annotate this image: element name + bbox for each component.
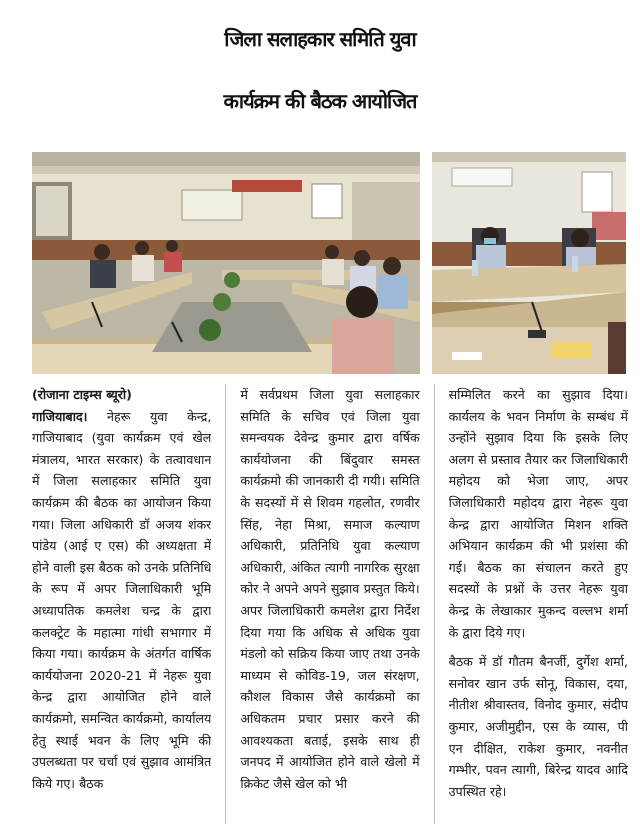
article-paragraph: बैठक में डॉ गौतम बैनर्जी, दुर्गेश शर्मा, सनोवर खान उर्फ सोनू, विकास, दया, नीतीश श्रीवास्तव, विनोद कुमार, संदीप कुमार, अजीमुद्दीन, एस के व्यास, पी एन दीक्षित, राकेश कुमार, नवनीत गम्भीर, पवन त्यागी, बिरेन्द्र यादव आदि उपस्थित रहे। [448, 654, 628, 799]
officials-illustration [432, 152, 626, 374]
meeting-room-photo [32, 152, 420, 374]
byline: (रोजाना टाइम्स ब्यूरो) [32, 387, 132, 402]
article-column-3 [449, 384, 628, 824]
column-divider [225, 384, 226, 824]
article-text: नेहरू युवा केन्द्र, गाजियाबाद (युवा कार्यक्रम एवं खेल मंत्रालय, भारत सरकार) के तत्वावधान में जिला सलाहकार समिति युवा कार्यक्रम की बैठक का आयोजन किया गया। जिला अधिकारी डॉ अजय शंकर पांडेय (आई ए एस) की अध्यक्षता में होने वाली इस बैठक को उनके प्रतिनिधि के रूप में अपर जिलाधिकारी भूमि अध्यापतिक कमलेश चन्द्र के द्वारा कलक्ट्रेट के महात्मा गांधी सभागार में किया गया। कार्यक्रम के अंतर्गत वार्षिक कार्ययोजना 2020-21 में नेहरू युवा केन्द्र द्वारा आयोजित होने वाले कार्यक्रमो, समन्वित कार्यक्रमो, कार्यालय हेतु स्थाई भवन के लिए भूमि की उपलब्धता पर चर्चा एवं सुझाव आमंत्रित किये गए। बैठक [32, 408, 212, 791]
headline-line-2: कार्यक्रम की बैठक आयोजित [223, 89, 417, 113]
article-column-2 [240, 384, 419, 824]
article-paragraph: सम्मिलित करने का सुझाव दिया। कार्यलय के भवन निर्माण के सम्बंध में उन्होंने सुझाव दिया कि इसके लिए अलग से प्रस्ताव तैयार कर जिलाधिकारी महोदय को भेजा जाए, अपर जिलाधिकारी महोदय द्वारा नेहरू युवा केन्द्र द्वारा आयोजित मिशन शक्ति अभियान कार्यक्रम की भी प्रशंसा की गई। बैठक का संचालन करते हुए सदस्यों के प्रश्नों के उत्तर नेहरू युवा केन्द्र के लेखाकार मुकन्द वल्लभ शर्मा के द्वारा दिये गए। [448, 387, 628, 640]
column-divider [434, 384, 435, 824]
article-column-1 [32, 384, 211, 824]
dateline-place: गाजियाबाद। [32, 408, 88, 424]
headline [0, 8, 640, 132]
officials-at-table-photo [432, 152, 626, 374]
headline-line-1: जिला सलाहकार समिति युवा [224, 27, 416, 51]
article-paragraph: में सर्वप्रथम जिला युवा सलाहकार समिति के सचिव एवं जिला युवा समन्वयक देवेन्द्र कुमार द्वारा वर्षिक कार्ययोजना की बिंदुवार समस्त कार्यक्रमो की जानकारी दी गयी। समिति के सदस्यों में से शिवम गहलोत, रणवीर सिंह, नेहा मिश्रा, समाज कल्याण अधिकारी, प्रतिनिधि युवा कल्याण अधिकारी, अंकित त्यागी नागरिक सुरक्षा कोर ने अपने अपने सुझाव प्रस्तुत किये। अपर जिलाधिकारी कमलेश द्वारा निर्देश दिया गया कि अधिक से अधिक युवा मंडलो को सक्रिय किया जाए तथा उनके माध्यम से कोविड-19, जल संरक्षण, कौशल विकास जैसे कार्यक्रमो का अधिकतम प्रचार प्रसार करने की आवश्यकता बताई, इसके साथ ही जनपद में आयोजित होने वाले खेलो में क्रिकेट जैसे खेल को भी [240, 387, 420, 791]
article-paragraph [32, 406, 211, 795]
meeting-room-illustration [32, 152, 420, 374]
article-body [32, 384, 628, 824]
